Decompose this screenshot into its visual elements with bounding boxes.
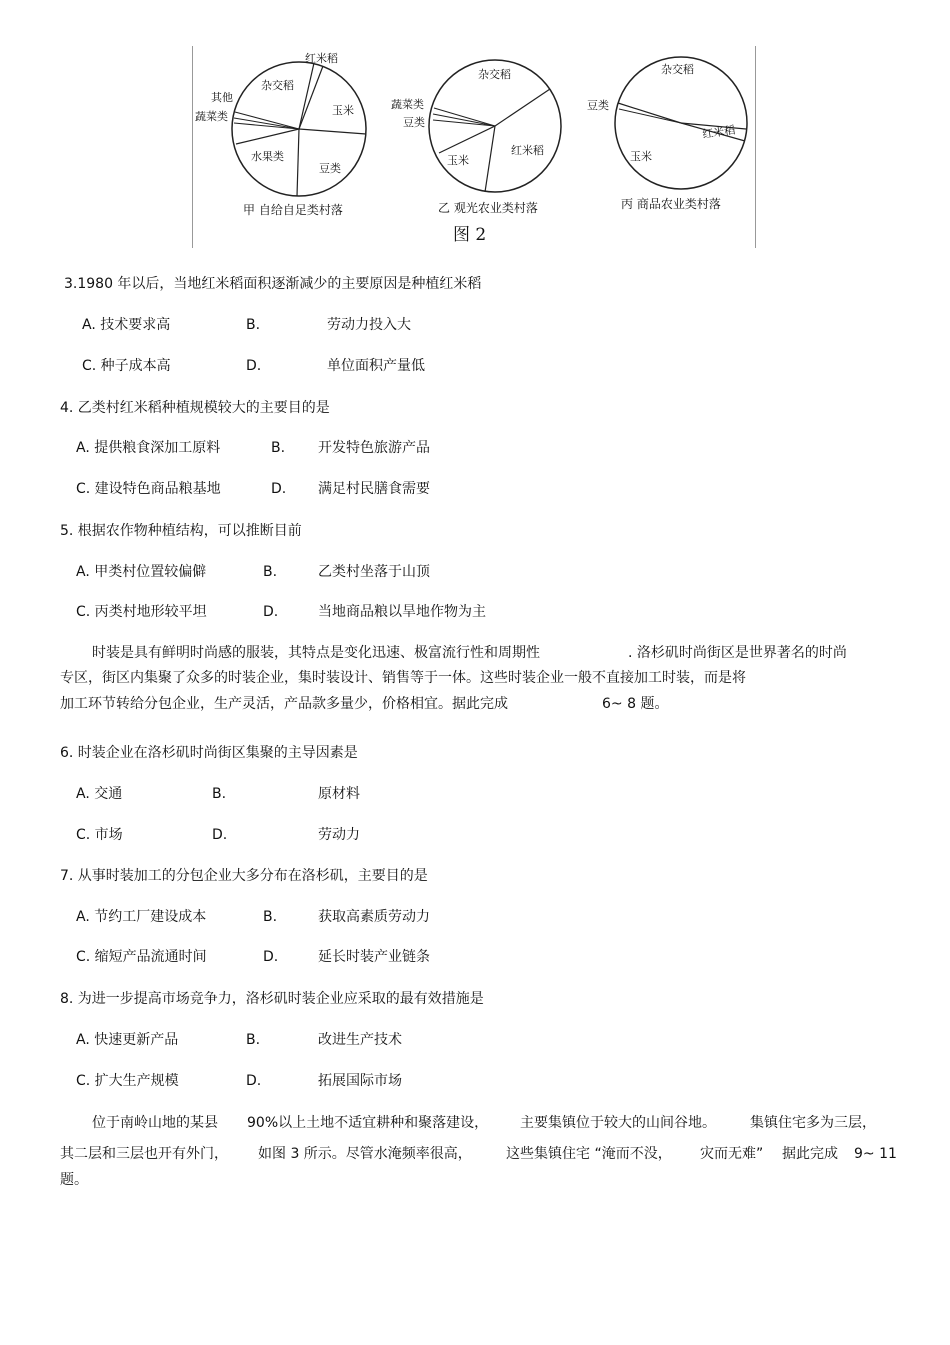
q5-option-b-letter: B. (263, 564, 278, 580)
q8-option-c: C. 扩大生产规模 (76, 1073, 179, 1089)
q6-option-b: 原材料 (318, 786, 360, 802)
passage1-line2: 专区，街区内集聚了众多的时装企业，集时装设计、销售等于一体。这些时装企业一般不直接加工时装，而是将 (60, 670, 746, 686)
passage2-line2d: 灾而无难” (700, 1146, 764, 1162)
pie-yi-label: 蔬菜类 (391, 98, 424, 111)
q7-option-d: 延长时装产业链条 (318, 949, 430, 965)
passage2-line2b: 如图 3 所示。尽管水淹频率很高， (258, 1146, 472, 1162)
pie-jia-label: 蔬菜类 (195, 110, 228, 123)
pie-jia (195, 51, 366, 217)
passage1-line3b: 6~ 8 题。 (602, 696, 669, 712)
q4-option-d-letter: D. (271, 481, 287, 497)
figure-2 (192, 46, 756, 248)
pie-bing-label: 玉米 (630, 150, 652, 163)
passage2-line3: 题。 (60, 1172, 88, 1188)
q5-option-b: 乙类村坐落于山顶 (318, 564, 430, 580)
q7-option-c: C. 缩短产品流通时间 (76, 949, 207, 965)
q5-option-c: C. 丙类村地形较平坦 (76, 604, 207, 620)
q8-option-d: 拓展国际市场 (318, 1073, 402, 1089)
passage1-line1b: . 洛杉矶时尚街区是世界著名的时尚 (628, 645, 847, 661)
q6-option-c: C. 市场 (76, 827, 123, 843)
pie-yi-title: 乙 观光农业类村落 (438, 201, 538, 215)
q4-option-b: 开发特色旅游产品 (318, 440, 430, 456)
pie-jia-title: 甲 自给自足类村落 (243, 203, 343, 217)
q8-option-a: A. 快速更新产品 (76, 1032, 179, 1048)
q3-option-d-letter: D. (246, 358, 262, 374)
passage2-line2e: 据此完成 (782, 1146, 838, 1162)
q5-option-d-letter: D. (263, 604, 279, 620)
pie-bing-title: 丙 商品农业类村落 (621, 197, 721, 211)
q4-option-d: 满足村民膳食需要 (318, 481, 430, 497)
q3-option-b: 劳动力投入大 (327, 317, 411, 333)
q6-option-d-letter: D. (212, 827, 228, 843)
question-5-stem: 5. 根据农作物种植结构，可以推断目前 (60, 523, 302, 539)
passage2-line1a: 位于南岭山地的某县 (92, 1115, 218, 1131)
q7-option-a: A. 节约工厂建设成本 (76, 909, 207, 925)
passage2-line1b: 90%以上土地不适宜耕种和聚落建设， (247, 1115, 489, 1131)
q7-option-b-letter: B. (263, 909, 278, 925)
q7-option-d-letter: D. (263, 949, 279, 965)
q8-option-b-letter: B. (246, 1032, 261, 1048)
pie-charts (193, 46, 757, 248)
q5-option-d: 当地商品粮以旱地作物为主 (318, 604, 486, 620)
question-4-stem: 4. 乙类村红米稻种植规模较大的主要目的是 (60, 400, 330, 416)
pie-jia-label: 杂交稻 (261, 79, 294, 92)
q7-option-b: 获取高素质劳动力 (318, 909, 430, 925)
pie-bing (587, 57, 747, 211)
pie-bing-label: 杂交稻 (661, 63, 694, 76)
pie-jia-label: 水果类 (251, 150, 284, 163)
passage2-line1c: 主要集镇位于较大的山间谷地。 (520, 1115, 716, 1131)
q4-option-c: C. 建设特色商品粮基地 (76, 481, 221, 497)
q8-option-d-letter: D. (246, 1073, 262, 1089)
pie-yi-label: 玉米 (447, 154, 469, 167)
q3-option-d: 单位面积产量低 (327, 358, 425, 374)
q6-option-d: 劳动力 (318, 827, 360, 843)
pie-yi (391, 60, 561, 215)
pie-jia-label: 豆类 (319, 162, 341, 175)
pie-bing-label: 红米稻 (701, 123, 737, 141)
pie-yi-label: 杂交稻 (478, 68, 511, 81)
q8-option-b: 改进生产技术 (318, 1032, 402, 1048)
q4-option-b-letter: B. (271, 440, 286, 456)
question-6-stem: 6. 时装企业在洛杉矶时尚街区集聚的主导因素是 (60, 745, 358, 761)
question-8-stem: 8. 为进一步提高市场竞争力，洛杉矶时装企业应采取的最有效措施是 (60, 991, 484, 1007)
pie-jia-label: 玉米 (332, 104, 354, 117)
q3-option-a: A. 技术要求高 (82, 317, 171, 333)
q6-option-a: A. 交通 (76, 786, 123, 802)
pie-yi-label: 红米稻 (511, 144, 544, 157)
passage2-line2c: 这些集镇住宅 “淹而不没， (506, 1146, 672, 1162)
q4-option-a: A. 提供粮食深加工原料 (76, 440, 221, 456)
pie-bing-label: 豆类 (587, 99, 609, 112)
pie-jia-label: 红米稻 (305, 52, 338, 65)
figure-caption: 图 2 (453, 225, 487, 245)
question-7-stem: 7. 从事时装加工的分包企业大多分布在洛杉矶，主要目的是 (60, 868, 428, 884)
pie-yi-label: 豆类 (403, 116, 425, 129)
passage1-line3a: 加工环节转给分包企业，生产灵活，产品款多量少，价格相宜。据此完成 (60, 696, 508, 712)
passage2-line1d: 集镇住宅多为三层， (750, 1115, 876, 1131)
passage2-line2a: 其二层和三层也开有外门， (60, 1146, 228, 1162)
q3-option-c: C. 种子成本高 (82, 358, 171, 374)
q5-option-a: A. 甲类村位置较偏僻 (76, 564, 207, 580)
question-3-stem: 3.1980 年以后，当地红米稻面积逐渐减少的主要原因是种植红米稻 (64, 276, 482, 292)
passage1-line1a: 时装是具有鲜明时尚感的服装，其特点是变化迅速、极富流行性和周期性 (92, 645, 540, 661)
pie-jia-label: 其他 (211, 91, 233, 104)
q6-option-b-letter: B. (212, 786, 227, 802)
q3-option-b-letter: B. (246, 317, 261, 333)
passage2-line2f: 9~ 11 (854, 1146, 897, 1162)
